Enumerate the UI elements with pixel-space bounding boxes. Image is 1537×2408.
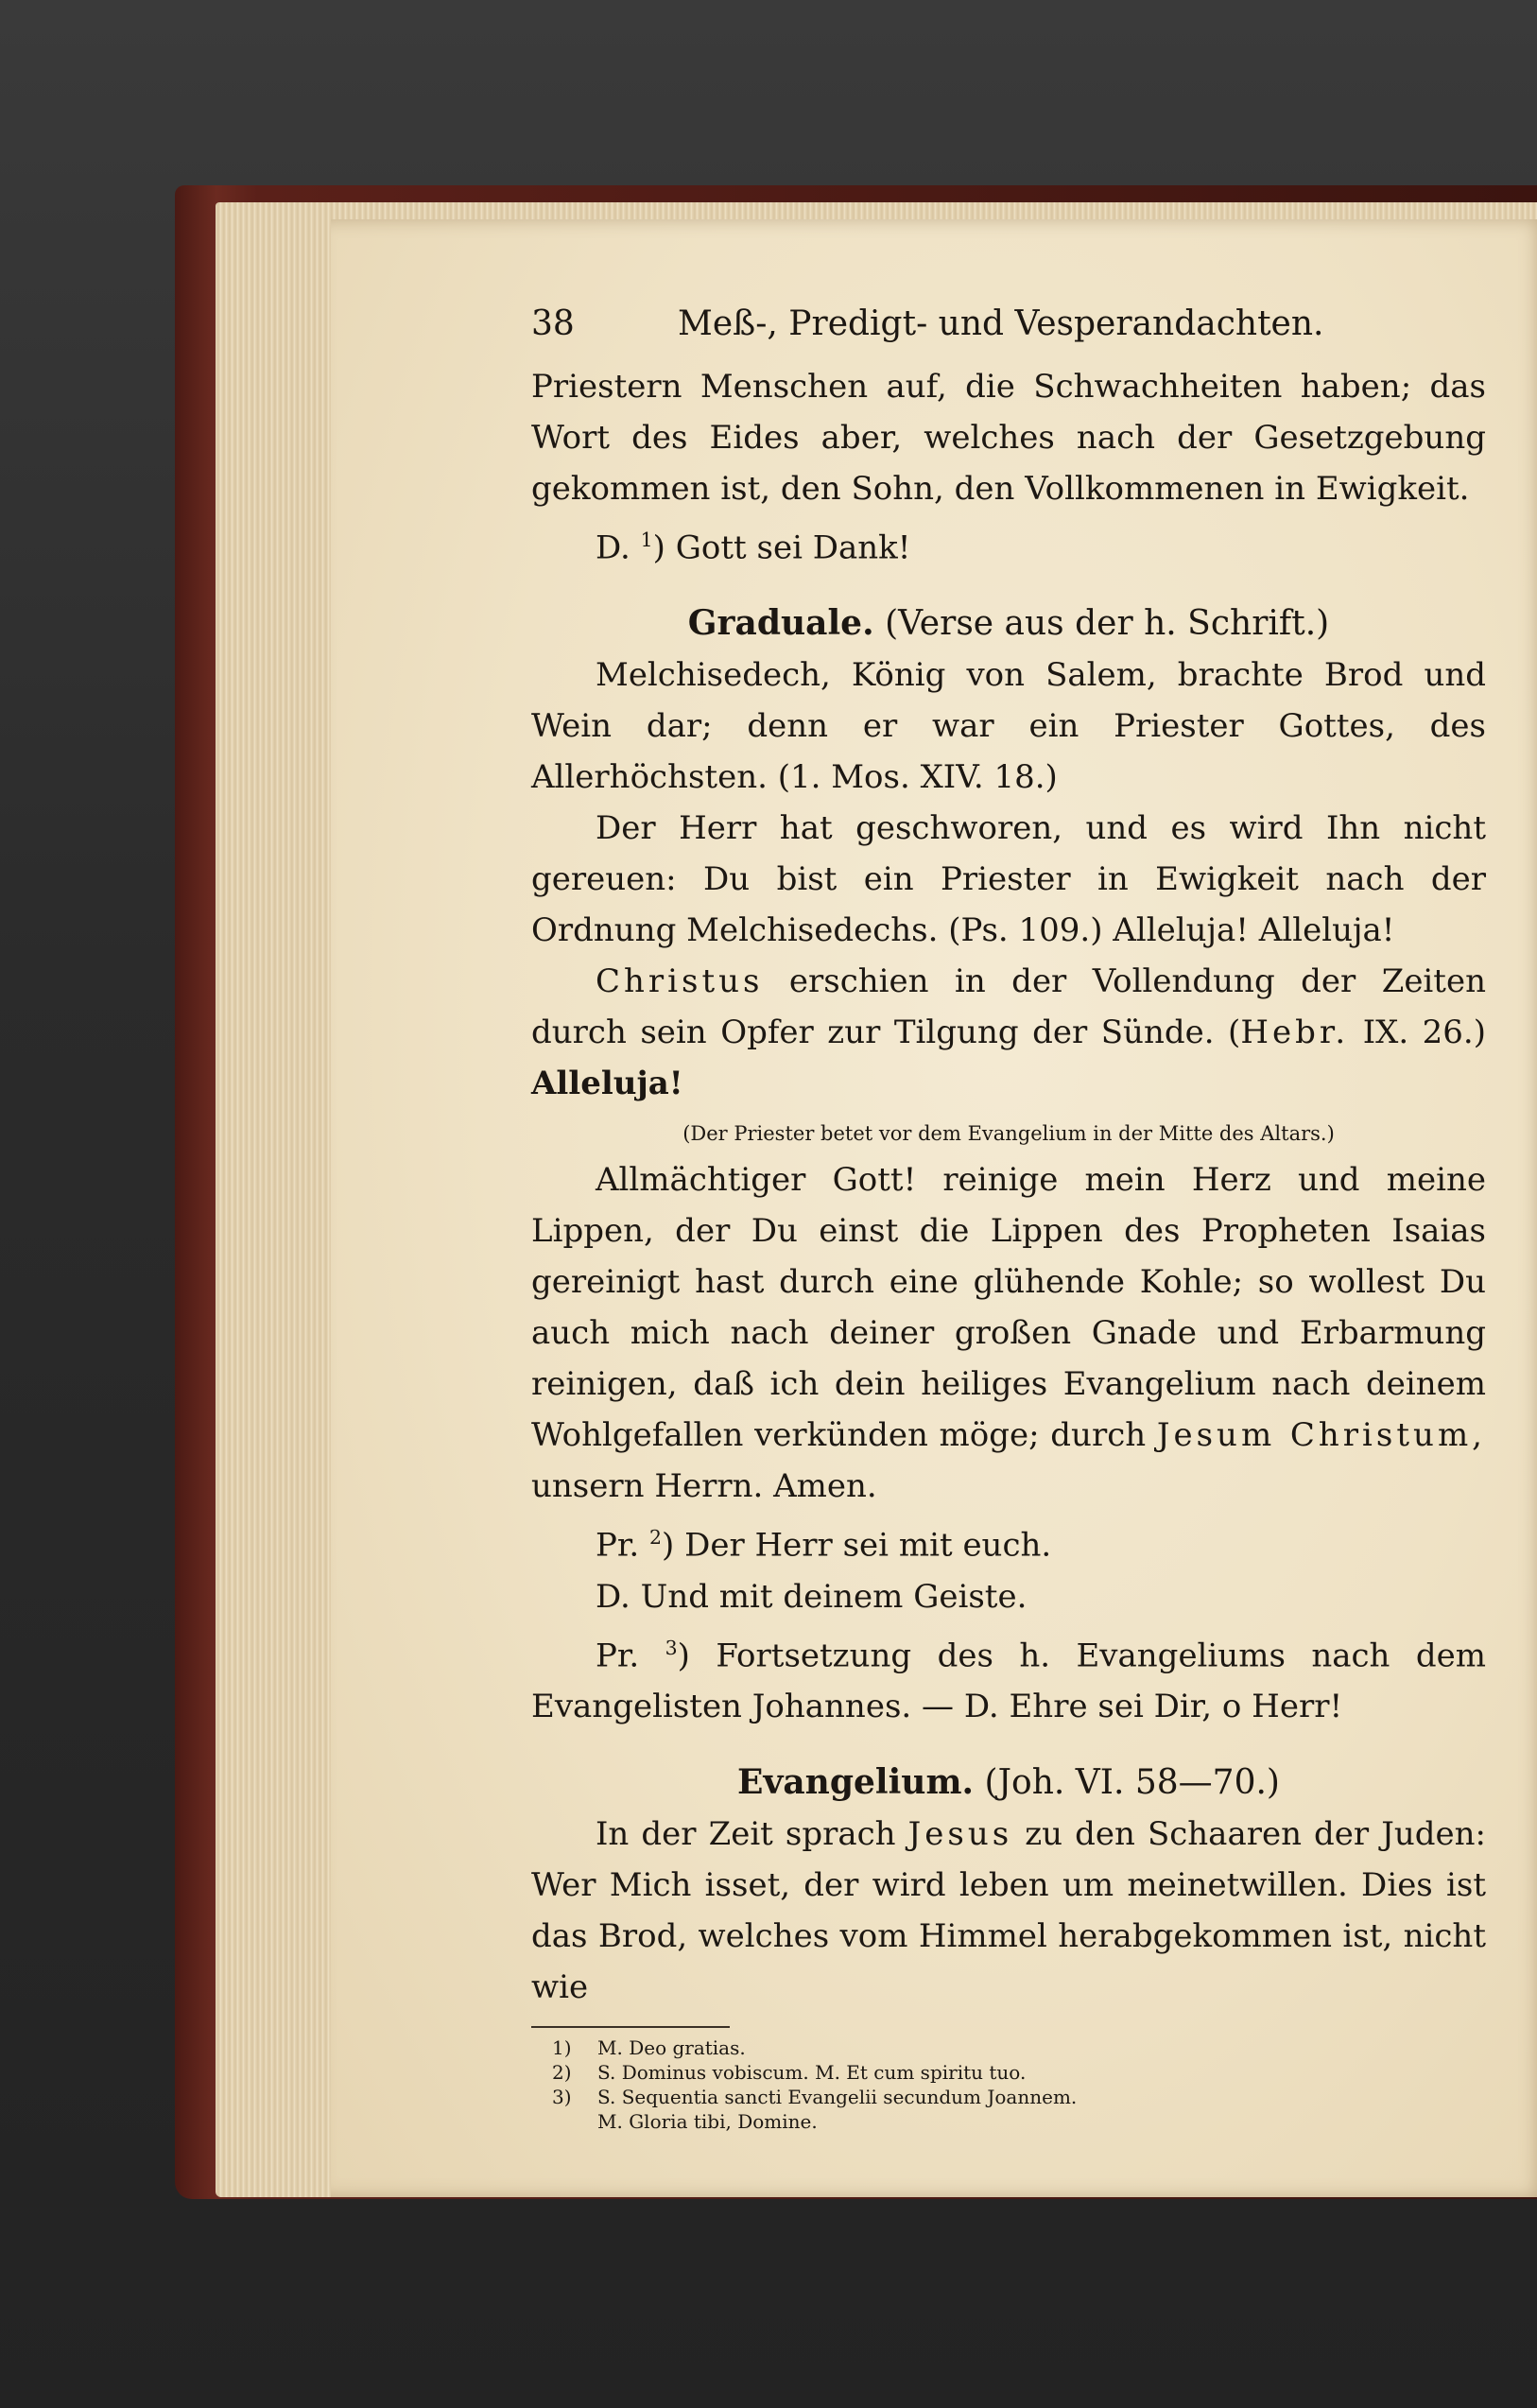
alleluja-ending: Alleluja! [531,1065,683,1103]
paragraph-christus [531,956,1486,1109]
response-prefix: D. [596,528,630,567]
evangelium-heading [531,1757,1486,1809]
response-text: Gott sei Dank! [675,528,911,567]
footnote-3-continued [531,2109,1486,2134]
footnote-text: M. Deo gratias. [597,2036,746,2059]
footnote-text: M. Gloria tibi, Domine. [597,2109,818,2133]
rubric-note: (Der Priester betet vor dem Evangelium in der Mitte des Altars.) [682,1122,1335,1146]
name-jesum-christum: Jesum Christum, [1156,1416,1486,1455]
running-title: Meß-, Predigt- und Vesperandachten. [678,304,1324,343]
prayer-ending: unsern Herrn. Amen. [531,1467,877,1506]
response-spirit [531,1571,1486,1622]
paragraph-gospel [531,1809,1486,2013]
footnote-text: S. Dominus vobiscum. M. Et cum spiritu tuo. [597,2060,1027,2084]
evangelium-title: Evangelium. [737,1761,975,1802]
christus-ref: IX. 26.) [1362,1013,1487,1052]
footnotes [531,2036,1486,2134]
footnote-mark: 1) [552,2036,572,2059]
graduale-title: Graduale. [687,603,874,644]
priest-continuation: Pr. $^3$) Fortsetzung des h. Evangeliums nach dem Evangelisten Johannes. — D. Ehre sei Dir, o Herr! [531,1636,1486,1725]
gospel-text-start: In der Zeit sprach [596,1814,896,1853]
response-prefix: D. [596,1577,630,1616]
prayer-text: Allmächtiger Gott! reinige mein Herz und meine Lippen, der Du einst die Lippen des Propheten Isaias gereinigt hast durch eine glühende Kohle; so wollest Du auch mich nach deiner großen Gnade und Erbarmung reinigen, daß ich dein heiliges Evangelium nach deinem Wohlgefallen verkünden möge; durch [531,1161,1486,1455]
footnote-3 [531,2085,1486,2109]
footnote-mark: 3) [552,2085,572,2108]
paragraph-oath: Der Herr hat geschworen, und es wird Ihn nicht gereuen: Du bist ein Priester in Ewigkeit nach der Ordnung Melchisedechs. (Ps. 109.) Alleluja! Alleluja! [531,809,1486,950]
priest-greeting: Pr. $^2$) Der Herr sei mit euch. [596,1526,1052,1565]
response-thanks: D. $^1$) Gott sei Dank! [596,528,911,567]
footnote-2 [531,2060,1486,2085]
response-spirit-text: Und mit deinem Geiste. [640,1577,1028,1616]
name-christus: Christus [596,962,764,1001]
footnote-mark: 2) [552,2060,572,2084]
book-page [331,219,1537,2197]
footnote-1 [531,2036,1486,2060]
footnote-ref-1: 1 [640,528,653,551]
page-number: 38 [531,304,575,343]
footnote-ref-2: 2 [649,1526,662,1550]
ref-hebr: Hebr. [1240,1013,1350,1052]
priest-prefix: Pr. [596,1636,640,1674]
paragraph-prayer [531,1154,1486,1512]
christus-text: erschien in der Vollendung der Zeiten durch sein Opfer zur Tilgung der Sünde. ( [531,962,1486,1052]
paragraph-priests: Priestern Menschen auf, die Schwachheiten haben; das Wort des Eides aber, welches nach der Gesetzgebung gekommen ist, den Sohn, den Vollkommenen in Ewigkeit. [531,368,1486,508]
gospel-text: zu den Schaaren der Juden: Wer Mich isset, der wird leben um meinetwillen. Dies ist das Brod, welches vom Himmel herabgekommen ist, nicht wie [531,1814,1486,2006]
priest-continuation-text: Fortsetzung des h. Evangeliums nach dem Evangelisten Johannes. — D. Ehre sei Dir, o Herr! [531,1636,1486,1725]
page-content [531,304,1486,2134]
footnote-mark [531,2109,597,2134]
graduale-heading [531,598,1486,650]
footnote-divider [531,2026,730,2028]
name-jesus: Jesus [907,1814,1013,1853]
footnote-text: S. Sequentia sancti Evangelii secundum Joannem. [597,2085,1078,2108]
priest-prefix: Pr. [596,1526,640,1565]
evangelium-subtitle: (Joh. VI. 58—70.) [984,1762,1280,1802]
paragraph-melchisedech: Melchisedech, König von Salem, brachte Brod und Wein dar; denn er war ein Priester Gottes, des Allerhöchsten. (1. Mos. XIV. 18.) [531,656,1486,797]
page-body [531,361,1486,2013]
footnote-ref-3: 3 [665,1636,678,1659]
priest-greeting-text: Der Herr sei mit euch. [684,1526,1052,1565]
graduale-subtitle: (Verse aus der h. Schrift.) [885,604,1330,644]
running-head [531,304,1486,361]
